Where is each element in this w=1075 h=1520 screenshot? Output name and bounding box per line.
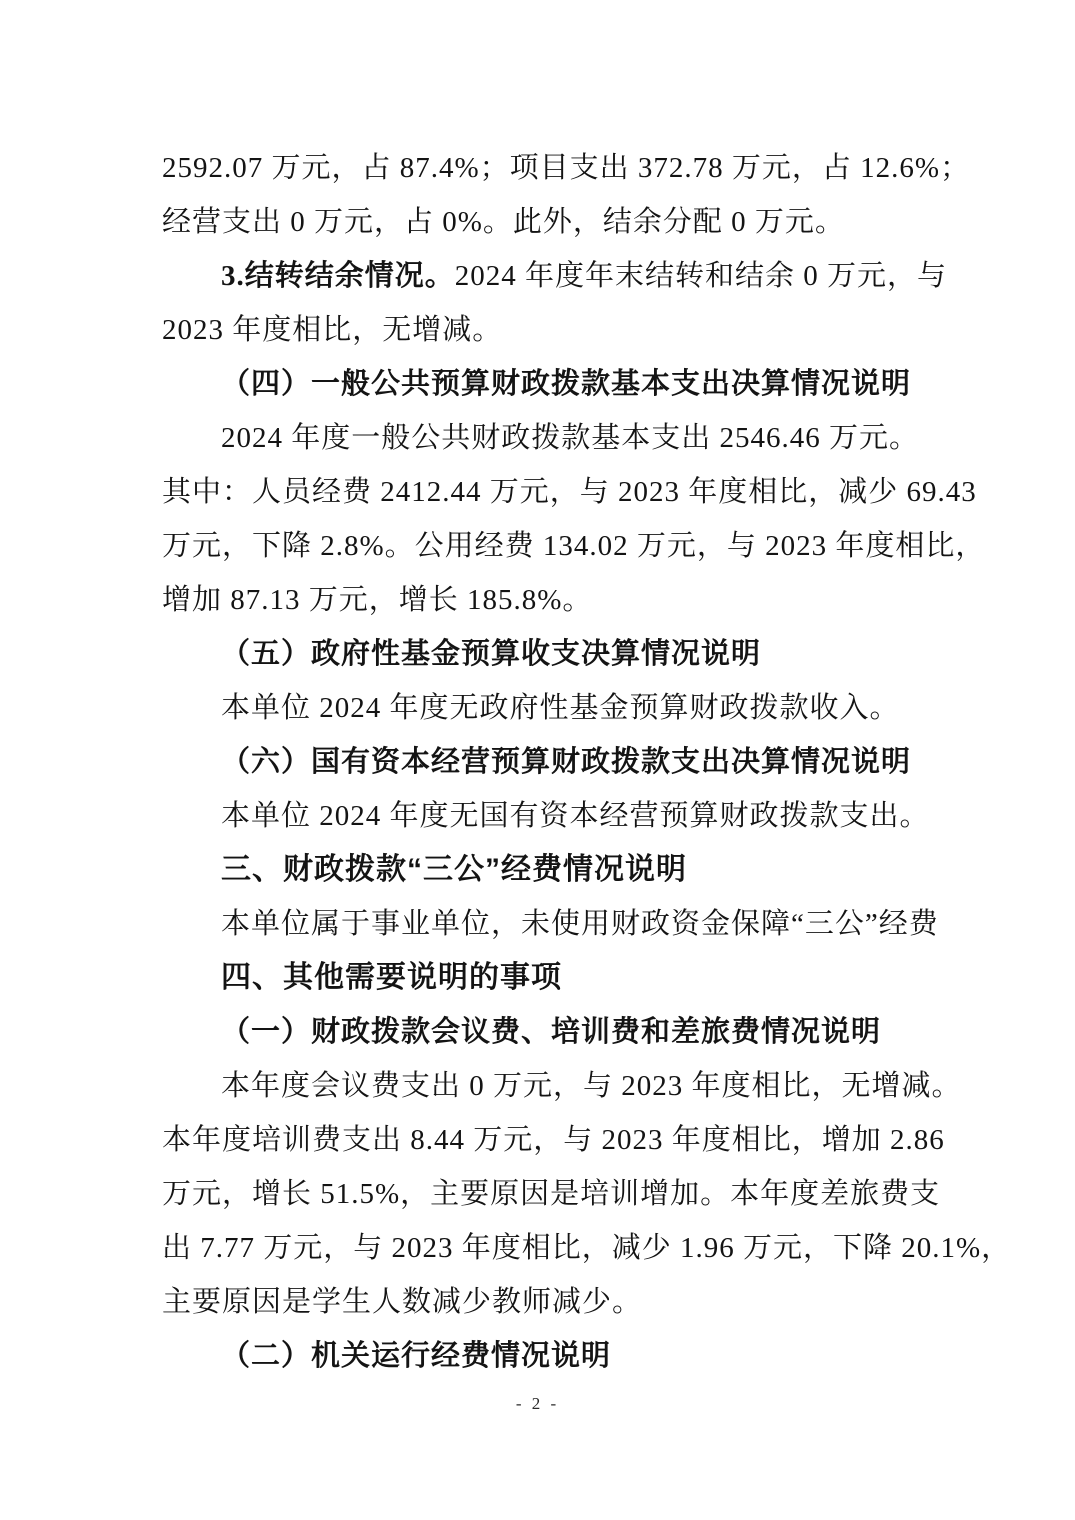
body-line: 本年度会议费支出 0 万元，与 2023 年度相比，无增减。 bbox=[221, 1070, 962, 1102]
section-heading: （一）财政拨款会议费、培训费和差旅费情况说明 bbox=[221, 1016, 882, 1048]
body-line: 万元，下降 2.8%。公用经费 134.02 万元，与 2023 年度相比， bbox=[162, 530, 986, 562]
body-line: 经营支出 0 万元，占 0%。此外，结余分配 0 万元。 bbox=[162, 206, 845, 238]
body-line: 2024 年度一般公共财政拨款基本支出 2546.46 万元。 bbox=[221, 422, 920, 454]
body-line: 增加 87.13 万元，增长 185.8%。 bbox=[162, 584, 593, 616]
section-heading: （五）政府性基金预算收支决算情况说明 bbox=[221, 638, 762, 670]
document-body bbox=[162, 141, 1012, 1383]
section-heading: 四、其他需要说明的事项 bbox=[221, 961, 562, 994]
section-heading: 三、财政拨款“三公”经费情况说明 bbox=[221, 853, 687, 886]
body-line: 2592.07 万元，占 87.4%；项目支出 372.78 万元，占 12.6%； bbox=[162, 152, 971, 184]
body-line: 出 7.77 万元，与 2023 年度相比，减少 1.96 万元，下降 20.1%， bbox=[162, 1232, 1012, 1264]
body-line: 本年度培训费支出 8.44 万元，与 2023 年度相比，增加 2.86 bbox=[162, 1124, 945, 1156]
body-line: 本单位属于事业单位，未使用财政资金保障“三公”经费 bbox=[221, 908, 939, 940]
body-line: 本单位 2024 年度无国有资本经营预算财政拨款支出。 bbox=[221, 800, 930, 832]
section-heading: （四）一般公共预算财政拨款基本支出决算情况说明 bbox=[221, 368, 912, 400]
body-line: 本单位 2024 年度无政府性基金预算财政拨款收入。 bbox=[221, 692, 900, 724]
body-line: 其中：人员经费 2412.44 万元，与 2023 年度相比，减少 69.43 bbox=[162, 476, 977, 508]
body-line: 主要原因是学生人数减少教师减少。 bbox=[162, 1286, 643, 1318]
body-line: 2023 年度相比，无增减。 bbox=[162, 314, 503, 346]
bold-lead-text: 3.结转结余情况。 bbox=[221, 260, 455, 292]
section-heading: （二）机关运行经费情况说明 bbox=[221, 1340, 612, 1372]
body-line: 3.结转结余情况。2024 年度年末结转和结余 0 万元，与 bbox=[221, 260, 948, 292]
page-number: - 2 - bbox=[515, 1394, 560, 1413]
section-heading: （六）国有资本经营预算财政拨款支出决算情况说明 bbox=[221, 746, 912, 778]
body-line: 万元，增长 51.5%，主要原因是培训增加。本年度差旅费支 bbox=[162, 1178, 941, 1210]
page-footer bbox=[0, 1394, 1075, 1414]
